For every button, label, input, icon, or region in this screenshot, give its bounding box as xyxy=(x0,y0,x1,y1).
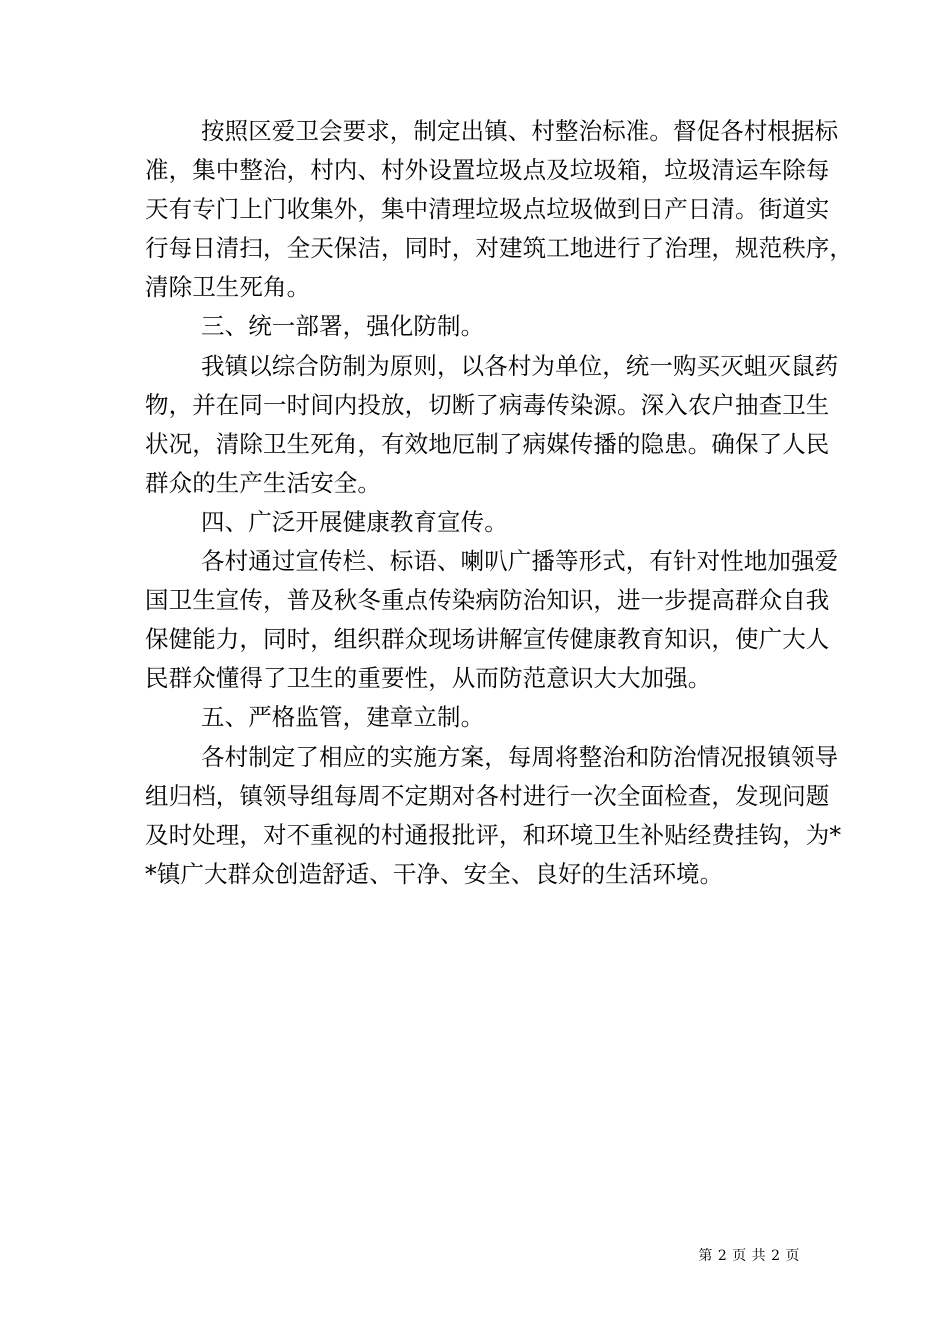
text-line: 行每日清扫，全天保洁，同时，对建筑工地进行了治理，规范秩序， xyxy=(145,234,853,263)
text-line: 群众的生产生活安全。 xyxy=(145,468,381,497)
text-line: 状况，清除卫生死角，有效地厄制了病媒传播的隐患。确保了人民 xyxy=(145,429,830,458)
text-line: 准，集中整治，村内、村外设置垃圾点及垃圾箱，垃圾清运车除每 xyxy=(145,156,830,185)
section-heading: 三、统一部署，强化防制。 xyxy=(201,312,485,341)
text-line: 我镇以综合防制为原则，以各村为单位，统一购买灭蛆灭鼠药 xyxy=(201,351,839,380)
text-line: 民群众懂得了卫生的重要性，从而防范意识大大加强。 xyxy=(145,664,712,693)
text-line: 各村制定了相应的实施方案，每周将整治和防治情况报镇领导 xyxy=(201,742,839,771)
text-line: 清除卫生死角。 xyxy=(145,273,311,302)
section-heading: 五、严格监管，建章立制。 xyxy=(201,703,485,732)
text-line: 物，并在同一时间内投放，切断了病毒传染源。深入农户抽查卫生 xyxy=(145,390,830,419)
text-line: 组归档，镇领导组每周不定期对各村进行一次全面检查，发现问题 xyxy=(145,781,830,810)
text-line: 按照区爱卫会要求，制定出镇、村整治标准。督促各村根据标 xyxy=(201,117,839,145)
text-line: 国卫生宣传，普及秋冬重点传染病防治知识，进一步提高群众自我 xyxy=(145,586,830,615)
section-heading: 四、广泛开展健康教育宣传。 xyxy=(201,507,508,536)
text-line: 天有专门上门收集外，集中清理垃圾点垃圾做到日产日清。街道实 xyxy=(145,195,830,224)
page-number: 第 2 页 共 2 页 xyxy=(698,1248,800,1264)
document-body xyxy=(145,112,853,894)
text-line: 各村通过宣传栏、标语、喇叭广播等形式，有针对性地加强爱 xyxy=(201,547,839,576)
text-line: *镇广大群众创造舒适、干净、安全、良好的生活环境。 xyxy=(145,859,724,888)
text-line: 保健能力，同时，组织群众现场讲解宣传健康教育知识，使广大人 xyxy=(145,625,830,654)
text-line: 及时处理，对不重视的村通报批评，和环境卫生补贴经费挂钩，为* xyxy=(145,820,842,849)
